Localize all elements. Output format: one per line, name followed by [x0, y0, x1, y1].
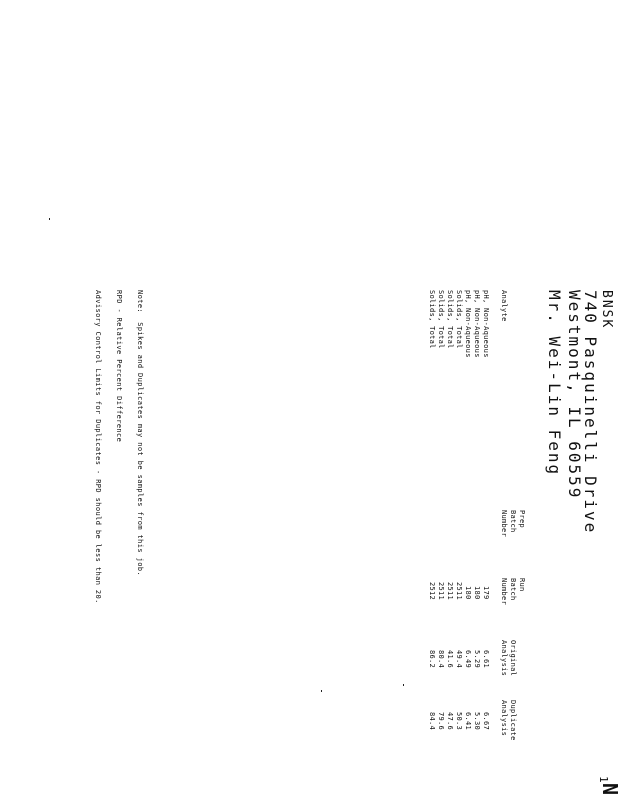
row-run-batch: 2512: [428, 582, 436, 601]
contact-name: Mr. Wei-Lin Feng: [545, 290, 564, 477]
table-row: [382, 0, 436, 731]
row-duplicate: 79.6: [437, 712, 445, 731]
row-run-batch: 180: [473, 586, 481, 600]
row-original: 86.2: [428, 650, 436, 669]
page-number: 1: [597, 776, 610, 783]
header-prep-batch: Prep Batch Number: [500, 510, 526, 538]
row-analyte: Solids, Total: [446, 290, 454, 349]
row-analyte: Solids, Total: [437, 290, 445, 349]
row-original: 41.6: [446, 650, 454, 669]
row-analyte: Solids, Total: [455, 290, 463, 349]
scan-speck: [49, 218, 50, 220]
row-run-batch: 180: [464, 586, 472, 600]
row-original: 80.4: [437, 650, 445, 669]
header-duplicate-analysis: Duplicate Analysis: [500, 700, 517, 741]
row-duplicate: 50.3: [455, 712, 463, 731]
row-duplicate: 6.67: [482, 712, 490, 731]
row-analyte: pH, Non-Aqueous: [464, 290, 472, 358]
scan-speck: [321, 690, 322, 692]
row-analyte: Solids, Total: [428, 290, 436, 349]
row-run-batch: 2511: [455, 582, 463, 601]
note-advisory-limits: Advisory Control Limits for Duplicates - RPD should be less than 20.: [94, 290, 102, 604]
row-run-batch: 2511: [437, 582, 445, 601]
note-rpd-definition: RPD - Relative Percent Difference: [115, 290, 123, 443]
row-original: 6.61: [482, 650, 490, 669]
page-mark: N: [598, 783, 622, 796]
row-run-batch: 2511: [446, 582, 454, 601]
row-duplicate: 47.6: [446, 712, 454, 731]
address-line-3: Westmont, IL 60559: [565, 290, 584, 500]
row-duplicate: 6.41: [464, 712, 472, 731]
row-duplicate: 84.4: [428, 712, 436, 731]
row-original: 49.4: [455, 650, 463, 669]
note-spikes-duplicates: Note: Spikes and Duplicates may not be samples from this job.: [136, 290, 144, 577]
address-line-2: 740 Pasquinelli Drive: [581, 290, 600, 535]
header-analyte: Analyte: [500, 290, 508, 322]
row-analyte: pH, Non-Aqueous: [473, 290, 481, 358]
row-original: 6.49: [464, 650, 472, 669]
header-run-batch: Run Batch Number: [500, 578, 526, 606]
row-run-batch: 179: [482, 586, 490, 600]
header-original-analysis: Original Analysis: [500, 640, 517, 677]
row-original: 5.29: [473, 650, 481, 669]
address-line-1: BNSK: [599, 290, 614, 330]
row-duplicate: 5.30: [473, 712, 481, 731]
row-analyte: pH, Non-Aqueous: [482, 290, 490, 358]
scan-speck: [403, 684, 404, 686]
